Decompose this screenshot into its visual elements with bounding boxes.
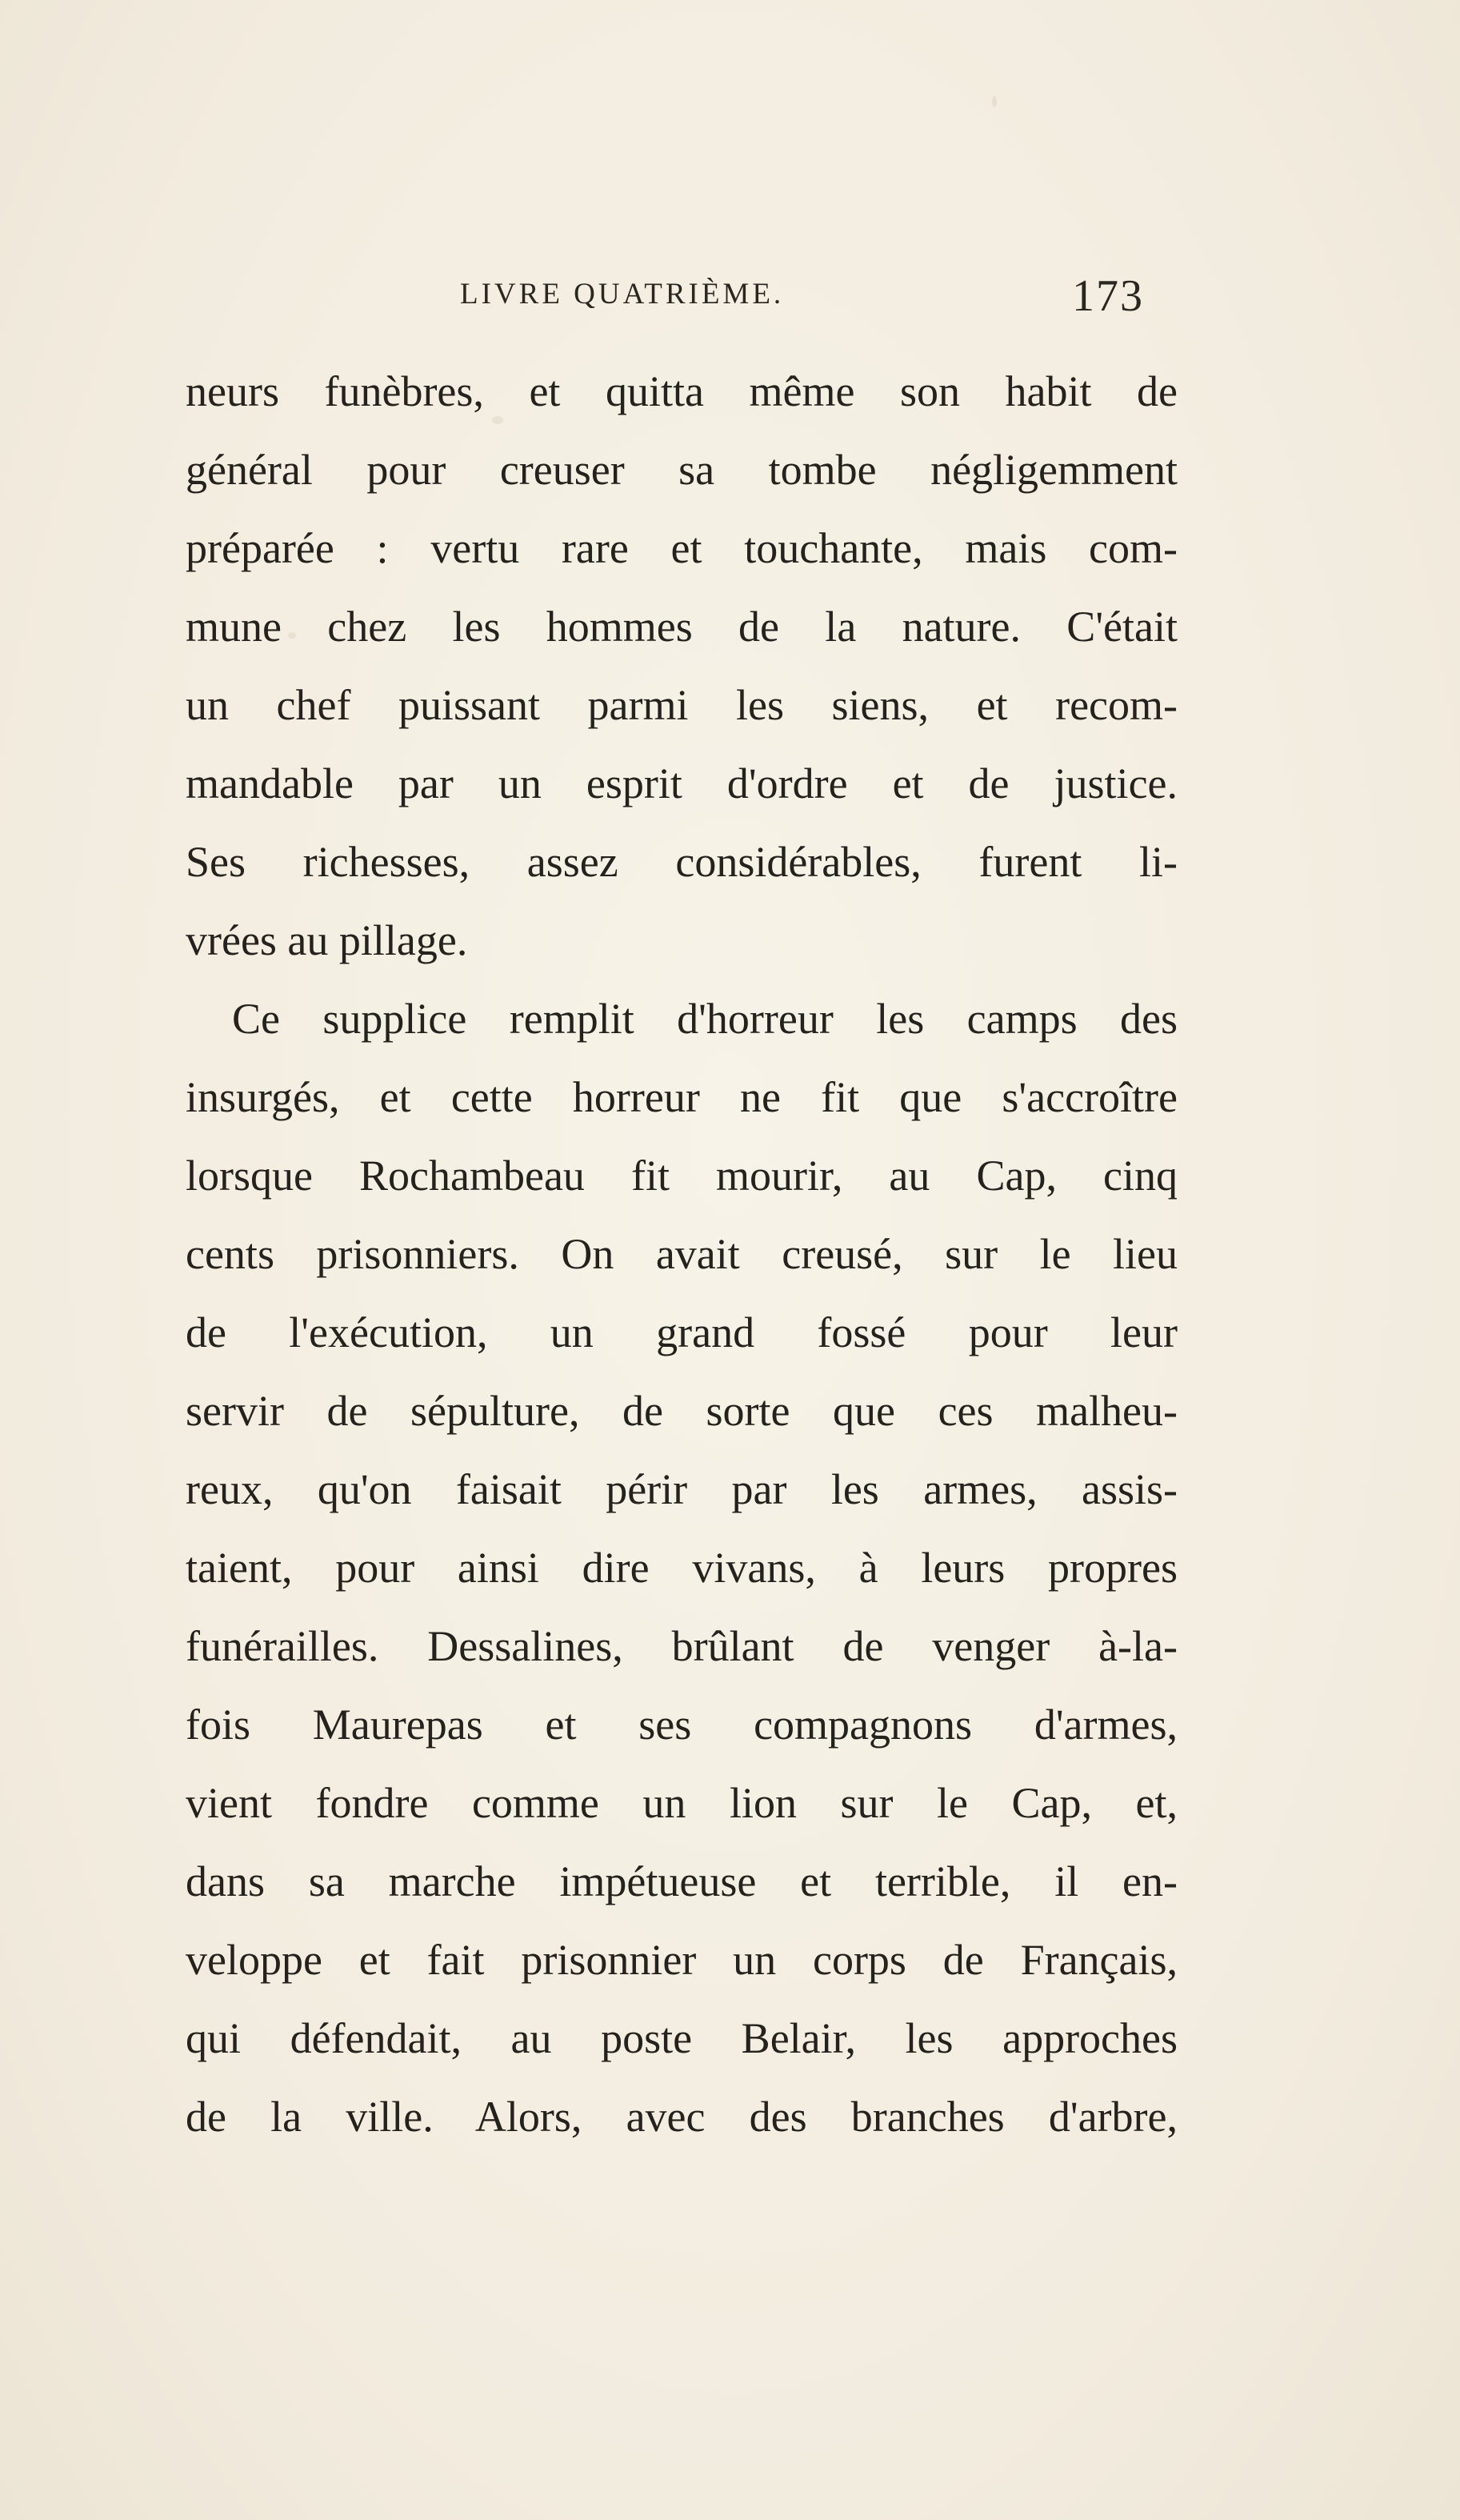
text-line: général pour creuser sa tombe négligemment	[186, 446, 1178, 494]
running-head	[0, 270, 1460, 327]
text-line: vrées au pillage.	[186, 916, 468, 964]
text-line: veloppe et fait prisonnier un corps de Français,	[186, 1936, 1178, 1984]
text-line: taient, pour ainsi dire vivans, à leurs propres	[186, 1544, 1178, 1592]
running-head-title: LIVRE QUATRIÈME.	[460, 278, 785, 310]
text-line: qui défendait, au poste Belair, les approches	[186, 2014, 1178, 2062]
text-line: Ce supplice remplit d'horreur les camps des	[232, 995, 1178, 1043]
text-line: préparée : vertu rare et touchante, mais com-	[186, 524, 1178, 572]
text-line: un chef puissant parmi les siens, et recom-	[186, 681, 1178, 729]
text-line: reux, qu'on faisait périr par les armes, assis-	[186, 1465, 1178, 1513]
text-line: insurgés, et cette horreur ne fit que s'accroître	[186, 1073, 1178, 1121]
text-line: dans sa marche impétueuse et terrible, il en-	[186, 1857, 1178, 1905]
text-line: servir de sépulture, de sorte que ces malheu-	[186, 1387, 1178, 1435]
paper-stain	[992, 96, 997, 107]
text-line: funérailles. Dessalines, brûlant de venger à-la-	[186, 1622, 1178, 1670]
text-line: vient fondre comme un lion sur le Cap, et,	[186, 1779, 1178, 1827]
text-line: mune chez les hommes de la nature. C'était	[186, 603, 1178, 651]
text-line: neurs funèbres, et quitta même son habit de	[186, 367, 1178, 415]
text-line: de la ville. Alors, avec des branches d'arbre,	[186, 2093, 1178, 2141]
page-number: 173	[1072, 271, 1144, 321]
text-line: cents prisonniers. On avait creusé, sur le lieu	[186, 1230, 1178, 1278]
text-line: de l'exécution, un grand fossé pour leur	[186, 1308, 1178, 1356]
body-text	[186, 352, 1178, 2156]
text-line: mandable par un esprit d'ordre et de justice.	[186, 759, 1178, 807]
text-line: fois Maurepas et ses compagnons d'armes,	[186, 1701, 1178, 1749]
text-line: Ses richesses, assez considérables, furent li-	[186, 838, 1178, 886]
text-line: lorsque Rochambeau fit mourir, au Cap, cinq	[186, 1152, 1178, 1200]
